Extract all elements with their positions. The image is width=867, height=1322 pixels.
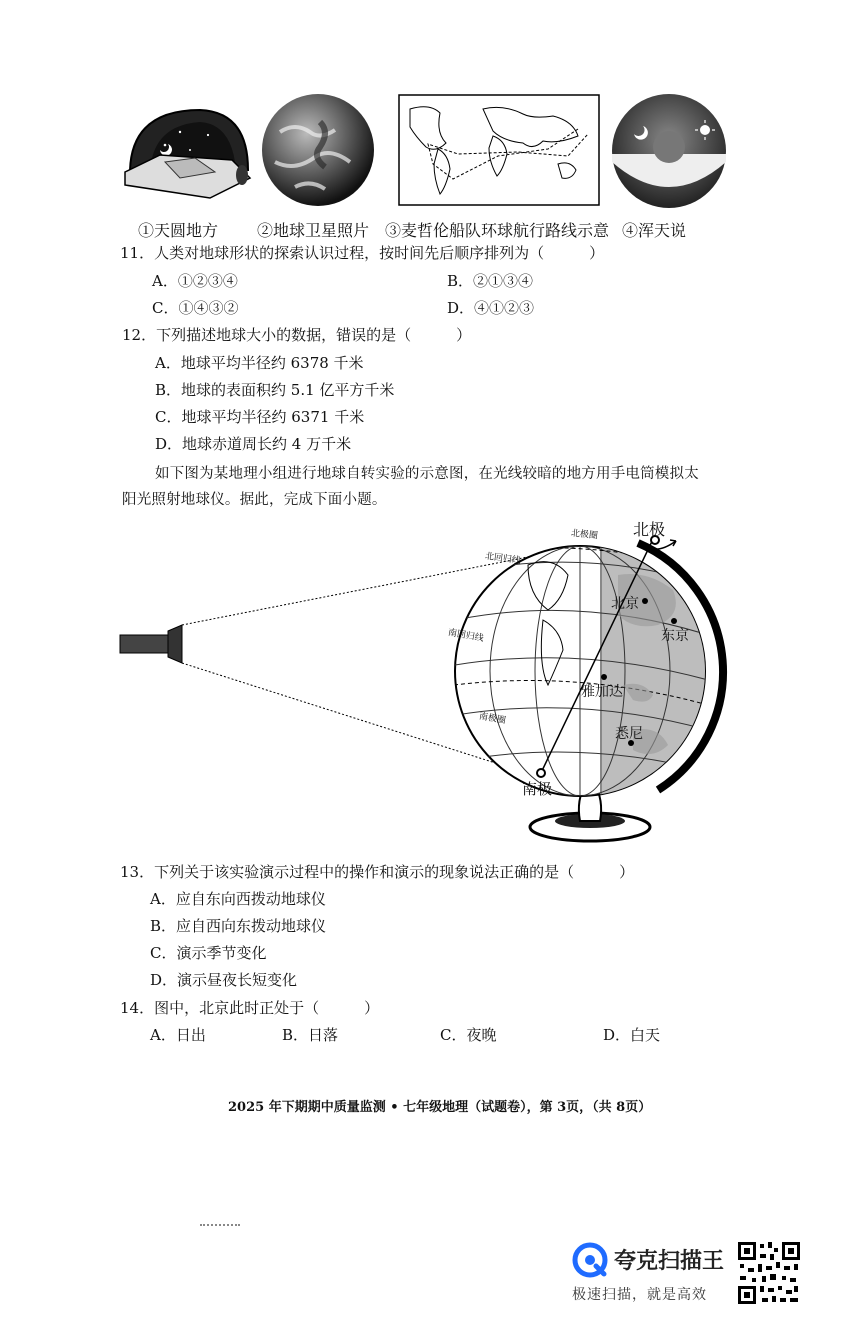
intro-line-2: 阳光照射地球仪。据此，完成下面小题。 <box>122 492 387 508</box>
question-12-option-d: D．地球赤道周长约 4 万千米 <box>155 435 352 453</box>
tropic-capricorn-label: 南回归线 <box>447 627 485 645</box>
scanner-slogan: 极速扫描，就是高效 <box>572 1287 707 1303</box>
qr-code-icon <box>736 1240 802 1306</box>
caption-1: ①天圆地方 <box>138 221 219 240</box>
question-11-option-c: C．①④③② <box>152 299 239 317</box>
question-13-option-b: B．应自西向东拨动地球仪 <box>150 917 327 935</box>
globe-diagram <box>118 515 728 850</box>
question-11-option-a: A．①②③④ <box>152 272 238 290</box>
north-pole-label: 北极 <box>633 520 666 539</box>
question-11-option-b: B．②①③④ <box>447 272 534 290</box>
question-14-option-b: B．日落 <box>282 1026 339 1044</box>
magellan-route-map <box>398 94 600 206</box>
scanner-brand: 夸克扫描王 <box>614 1249 725 1274</box>
question-13-stem: 13．下列关于该实验演示过程中的操作和演示的现象说法正确的是（ ） <box>120 863 635 881</box>
tropic-cancer-label: 北回归线 <box>484 551 522 567</box>
question-14-option-c: C．夜晚 <box>440 1026 497 1044</box>
question-13-option-d: D．演示昼夜长短变化 <box>150 971 298 989</box>
question-12-option-a: A．地球平均半径约 6378 千米 <box>155 354 364 372</box>
scan-mark <box>200 1224 240 1229</box>
tianyuan-difang-figure <box>120 100 255 200</box>
arctic-circle-label: 北极圈 <box>570 528 599 542</box>
intro-line-1: 如下图为某地理小组进行地球自转实验的示意图，在光线较暗的地方用手电筒模拟太 <box>155 466 699 482</box>
globe-experiment-figure <box>118 515 728 850</box>
question-13-option-a: A．应自东向西拨动地球仪 <box>150 890 326 908</box>
question-11-option-d: D．④①②③ <box>447 299 535 317</box>
caption-4: ④浑天说 <box>622 221 687 240</box>
scanner-watermark <box>570 1240 810 1310</box>
question-14-stem: 14．图中，北京此时正处于（ ） <box>120 999 380 1017</box>
caption-3: ③麦哲伦船队环球航行路线示意 <box>385 221 610 240</box>
earth-satellite-photo <box>260 92 376 208</box>
figure-row <box>120 88 740 218</box>
city-sydney-label: 悉尼 <box>615 726 643 742</box>
question-11-stem: 11．人类对地球形状的探索认识过程，按时间先后顺序排列为（ ） <box>120 244 605 262</box>
question-13-option-c: C．演示季节变化 <box>150 944 267 962</box>
question-12-option-c: C．地球平均半径约 6371 千米 <box>155 408 365 426</box>
huntian-figure <box>610 92 728 210</box>
question-14-option-d: D．白天 <box>603 1026 661 1044</box>
page-footer: 2025 年下期期中质量监测 • 七年级地理（试题卷），第 3页，（共 8页） <box>228 1100 652 1115</box>
antarctic-circle-label: 南极圈 <box>478 711 507 727</box>
city-tokyo-label: 东京 <box>661 628 689 644</box>
question-12-stem: 12．下列描述地球大小的数据，错误的是（ ） <box>122 326 472 344</box>
city-jakarta-label: 雅加达 <box>581 684 623 700</box>
city-beijing-label: 北京 <box>611 596 639 612</box>
south-pole-label: 南极 <box>522 780 553 798</box>
quark-logo-icon <box>572 1242 608 1278</box>
caption-2: ②地球卫星照片 <box>257 221 370 240</box>
question-14-option-a: A．日出 <box>150 1026 206 1044</box>
question-12-option-b: B．地球的表面积约 5.1 亿平方千米 <box>155 381 395 399</box>
